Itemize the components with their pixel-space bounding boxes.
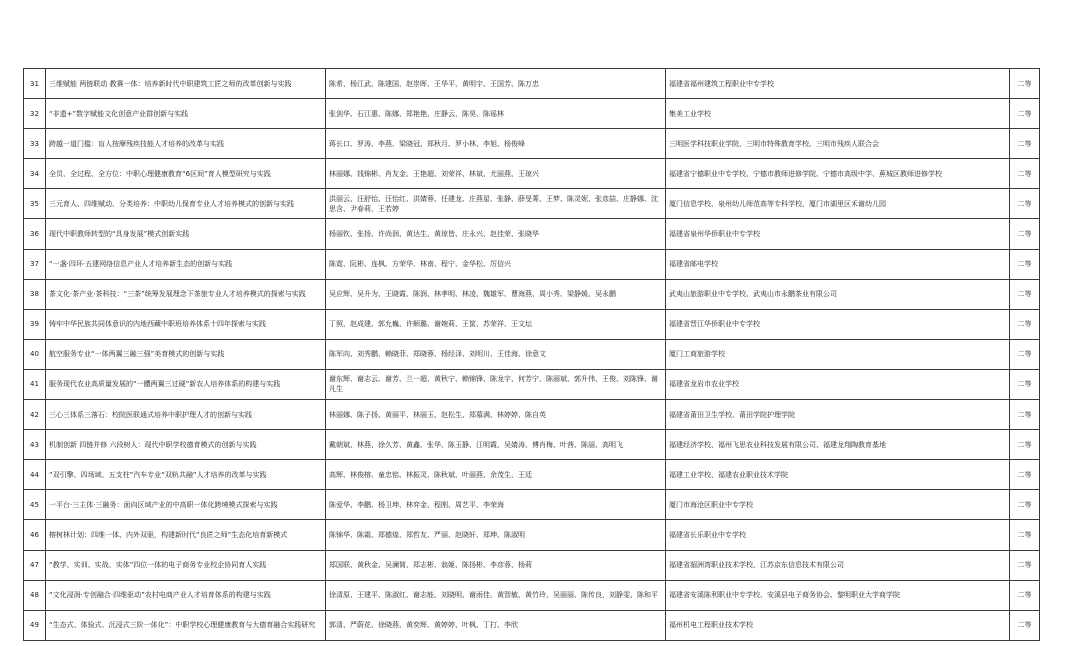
table-row (24, 339, 1040, 369)
project-title: 机制创新 四链并修 六段树人：现代中职学校德育模式的创新与实践 (46, 430, 326, 460)
project-title: 现代中职教师转型的“具身发展”模式创新实践 (46, 219, 326, 249)
row-number: 33 (24, 129, 46, 159)
row-number: 31 (24, 69, 46, 99)
team-members: 张剑华、石江惠、陈娜、郑艳艳、庄静云、陈昊、陈瑶林 (326, 99, 666, 129)
project-title: 榕树林计划：四维一体、内外双驱，构建新时代“良匠之师”生态化培育新模式 (46, 520, 326, 550)
award-level: 二等 (1010, 460, 1040, 490)
award-table-body (24, 69, 1040, 641)
award-table (23, 68, 1040, 641)
award-level: 二等 (1010, 550, 1040, 580)
table-row (24, 159, 1040, 189)
row-number: 34 (24, 159, 46, 189)
table-row (24, 369, 1040, 399)
team-members: 戴朝斌、林燕、徐久芳、黄鑫、张华、陈玉静、江明霞、吴婧涛、傅肖梅、叶茜、陈丽、高明飞 (326, 430, 666, 460)
project-title: 跨越一道门槛：盲人按摩残疾技能人才培养的改革与实践 (46, 129, 326, 159)
institutions: 福建省福州建筑工程职业中专学校 (666, 69, 1010, 99)
table-row (24, 520, 1040, 550)
project-title: “文化浸润·专创融合·四维驱动”农村电商产业人才培育体系的构建与实践 (46, 580, 326, 610)
table-row (24, 490, 1040, 520)
institutions: 厦门工商旅游学校 (666, 339, 1010, 369)
project-title: “非遗+”数字赋能文化创意产业群创新与实践 (46, 99, 326, 129)
award-level: 二等 (1010, 430, 1040, 460)
award-level: 二等 (1010, 490, 1040, 520)
award-level: 二等 (1010, 610, 1040, 640)
award-level: 二等 (1010, 580, 1040, 610)
institutions: 福建工业学校、福建农业职业技术学院 (666, 460, 1010, 490)
project-title: 全员、全过程、全方位：中职心理健康教育“6区间”育人模型研究与实践 (46, 159, 326, 189)
table-row (24, 550, 1040, 580)
award-level: 二等 (1010, 369, 1040, 399)
row-number: 43 (24, 430, 46, 460)
award-level: 二等 (1010, 309, 1040, 339)
team-members: 陈锦华、陈霜、郑德煌、郑哲友、严丽、赵晓轩、郑坤、陈淑明 (326, 520, 666, 550)
table-row (24, 279, 1040, 309)
row-number: 44 (24, 460, 46, 490)
team-members: 徐清原、王建平、陈淑红、谢志能、刘晓明、谢雨佳、黄智敏、黄竹玲、吴丽丽、陈传良、刘静雯、陈和平 (326, 580, 666, 610)
institutions: 武夷山旅游职业中专学校、武夷山市永鹏茶业有限公司 (666, 279, 1010, 309)
row-number: 49 (24, 610, 46, 640)
project-title: “教学、实训、实战、实体”四位一体的电子商务专业校企协同育人实践 (46, 550, 326, 580)
table-row (24, 610, 1040, 640)
award-level: 二等 (1010, 520, 1040, 550)
institutions: 福建省邮电学校 (666, 249, 1010, 279)
team-members: 高辉、林俊榕、童忠铭、林振灵、陈秋斌、叶丽燕、余茂生、王廷 (326, 460, 666, 490)
row-number: 46 (24, 520, 46, 550)
institutions: 福建省晋江华侨职业中专学校 (666, 309, 1010, 339)
project-title: 铸牢中华民族共同体意识的内地西藏中职班培养体系十四年探索与实践 (46, 309, 326, 339)
project-title: 服务现代农业高质量发展的“一體两翼三过硬”新农人培养体系的构建与实践 (46, 369, 326, 399)
table-row (24, 129, 1040, 159)
institutions: 三明医学科技职业学院、三明市特殊教育学校、三明市残疾人联合会 (666, 129, 1010, 159)
project-title: 一平台·三主体·三融务：面向区域产业的中高职一体化跨境模式探索与实践 (46, 490, 326, 520)
row-number: 39 (24, 309, 46, 339)
institutions: 集美工业学校 (666, 99, 1010, 129)
institutions: 福建经济学校、福州飞思农业科技发展有限公司、福建龙翔陶教育基地 (666, 430, 1010, 460)
award-level: 二等 (1010, 189, 1040, 219)
table-row (24, 189, 1040, 219)
table-row (24, 309, 1040, 339)
team-members: 林丽娜、陈子扬、黄丽平、林丽玉、赵松生、郑慕满、林婷婷、陈自英 (326, 400, 666, 430)
team-members: 陈霓、阮彬、连枫、方荣华、林南、程宁、金华松、厉信兴 (326, 249, 666, 279)
award-level: 二等 (1010, 69, 1040, 99)
row-number: 42 (24, 400, 46, 430)
institutions: 福建省长乐职业中专学校 (666, 520, 1010, 550)
project-title: “双引擎、四场域、五支柱”汽车专业“双轨共融”人才培养的改革与实践 (46, 460, 326, 490)
team-members: 陈军向、刘秀鹏、赖晓菲、郑晓蓉、杨经泽、刘明川、王佳海、徐意文 (326, 339, 666, 369)
award-level: 二等 (1010, 159, 1040, 189)
team-members: 陈爱华、李鹏、杨卫坤、林弈金、程刚、周艺平、李荣海 (326, 490, 666, 520)
team-members: 郑国联、黄秋金、吴澜简、郑志彬、翁姬、陈扬彬、李彦蓉、杨莉 (326, 550, 666, 580)
row-number: 37 (24, 249, 46, 279)
project-title: “一盏·四环·五建网络信息产业人才培养新生态的创新与实践 (46, 249, 326, 279)
team-members: 丁照、赵成建、郭允巍、许顺璐、谢婉莉、王筐、苏荣祥、王文坛 (326, 309, 666, 339)
table-row (24, 249, 1040, 279)
row-number: 47 (24, 550, 46, 580)
team-members: 蒋长口、罗涛、李燕、梁晓冠、郑秋月、罗小林、李旭、杨俊峰 (326, 129, 666, 159)
award-level: 二等 (1010, 400, 1040, 430)
team-members: 洪丽云、汪舒怡、汪怡红、洪婧蓉、任建龙、庄燕星、张静、薛旻菁、王梦、陈灵妮、张彦喆、庄静娜、沈思含、尹春莉、王若婷 (326, 189, 666, 219)
row-number: 40 (24, 339, 46, 369)
award-level: 二等 (1010, 129, 1040, 159)
institutions: 福建省莆田卫生学校、莆田学院护理学院 (666, 400, 1010, 430)
award-level: 二等 (1010, 219, 1040, 249)
award-level: 二等 (1010, 249, 1040, 279)
institutions: 福建省安溪陈利职业中专学校、安溪县电子商务协会、黎明职业大学商学院 (666, 580, 1010, 610)
table-row (24, 430, 1040, 460)
project-title: 三元育人、四维赋动、分类培养：中职幼儿保育专业人才培养模式的创新与实践 (46, 189, 326, 219)
row-number: 38 (24, 279, 46, 309)
table-row (24, 99, 1040, 129)
table-row (24, 580, 1040, 610)
row-number: 48 (24, 580, 46, 610)
row-number: 32 (24, 99, 46, 129)
row-number: 36 (24, 219, 46, 249)
team-members: 杨丽钦、张扬、许尚润、黄达生、黄琼皆、庄永兴、赵佳荣、张晓华 (326, 219, 666, 249)
row-number: 35 (24, 189, 46, 219)
row-number: 41 (24, 369, 46, 399)
institutions: 福建省龙岩市农业学校 (666, 369, 1010, 399)
row-number: 45 (24, 490, 46, 520)
institutions: 福建省泉州华侨职业中专学校 (666, 219, 1010, 249)
award-level: 二等 (1010, 279, 1040, 309)
project-title: 茶文化·茶产业·茶科技：“三茶”统筹发展理念下茶旅专业人才培养模式的探索与实践 (46, 279, 326, 309)
team-members: 谢东辉、谢志云、谢芳、兰一超、黄秋宁、赖锦锋、陈龙宇、何芳宁、陈丽斌、郭升伟、王俊、刘陈锋、谢凡生 (326, 369, 666, 399)
institutions: 厦门市海沧区职业中专学校 (666, 490, 1010, 520)
project-title: “生态式、体验式、沉浸式三阶一体化”：中职学校心理健康教育与大德育融合实践研究 (46, 610, 326, 640)
institutions: 福建省宁德职业中专学校、宁德市教师进修学院、宁德市高级中学、蕉城区教师进修学校 (666, 159, 1010, 189)
table-row (24, 400, 1040, 430)
table-row (24, 460, 1040, 490)
project-title: 三维赋能 两链联动 教赛一体：培养新时代中职建筑工匠之师的改革创新与实践 (46, 69, 326, 99)
team-members: 陈希、杨江武、陈建国、赵崇晖、王华平、黄明宇、王国芳、陈万忠 (326, 69, 666, 99)
project-title: 航空服务专业“一体两翼三融三强”美育模式的创新与实践 (46, 339, 326, 369)
award-level: 二等 (1010, 99, 1040, 129)
table-row (24, 219, 1040, 249)
award-table-sheet (23, 68, 1039, 641)
table-row (24, 69, 1040, 99)
institutions: 福建省湄洲湾职业技术学校、江苏京东信息技术有限公司 (666, 550, 1010, 580)
project-title: 三心三体系三落石：校院医联通式培养中职护理人才的创新与实践 (46, 400, 326, 430)
team-members: 吴应辉、吴升为、王晓霞、陈润、林孝明、林凌、魏雄军、曹海燕、周小秀、梁静媛、吴永鹏 (326, 279, 666, 309)
award-level: 二等 (1010, 339, 1040, 369)
team-members: 郭清、严蔚花、徐晓燕、黄奕辉、黄婷婷、叶枫、丁打、李欣 (326, 610, 666, 640)
team-members: 林丽娜、钱锦彬、肖友金、王艳超、刘荣祥、林斌、尤丽燕、王琼兴 (326, 159, 666, 189)
institutions: 厦门信息学校、泉州幼儿师范高等专科学校、厦门市湖里区禾谢幼儿园 (666, 189, 1010, 219)
institutions: 福州机电工程职业技术学校 (666, 610, 1010, 640)
